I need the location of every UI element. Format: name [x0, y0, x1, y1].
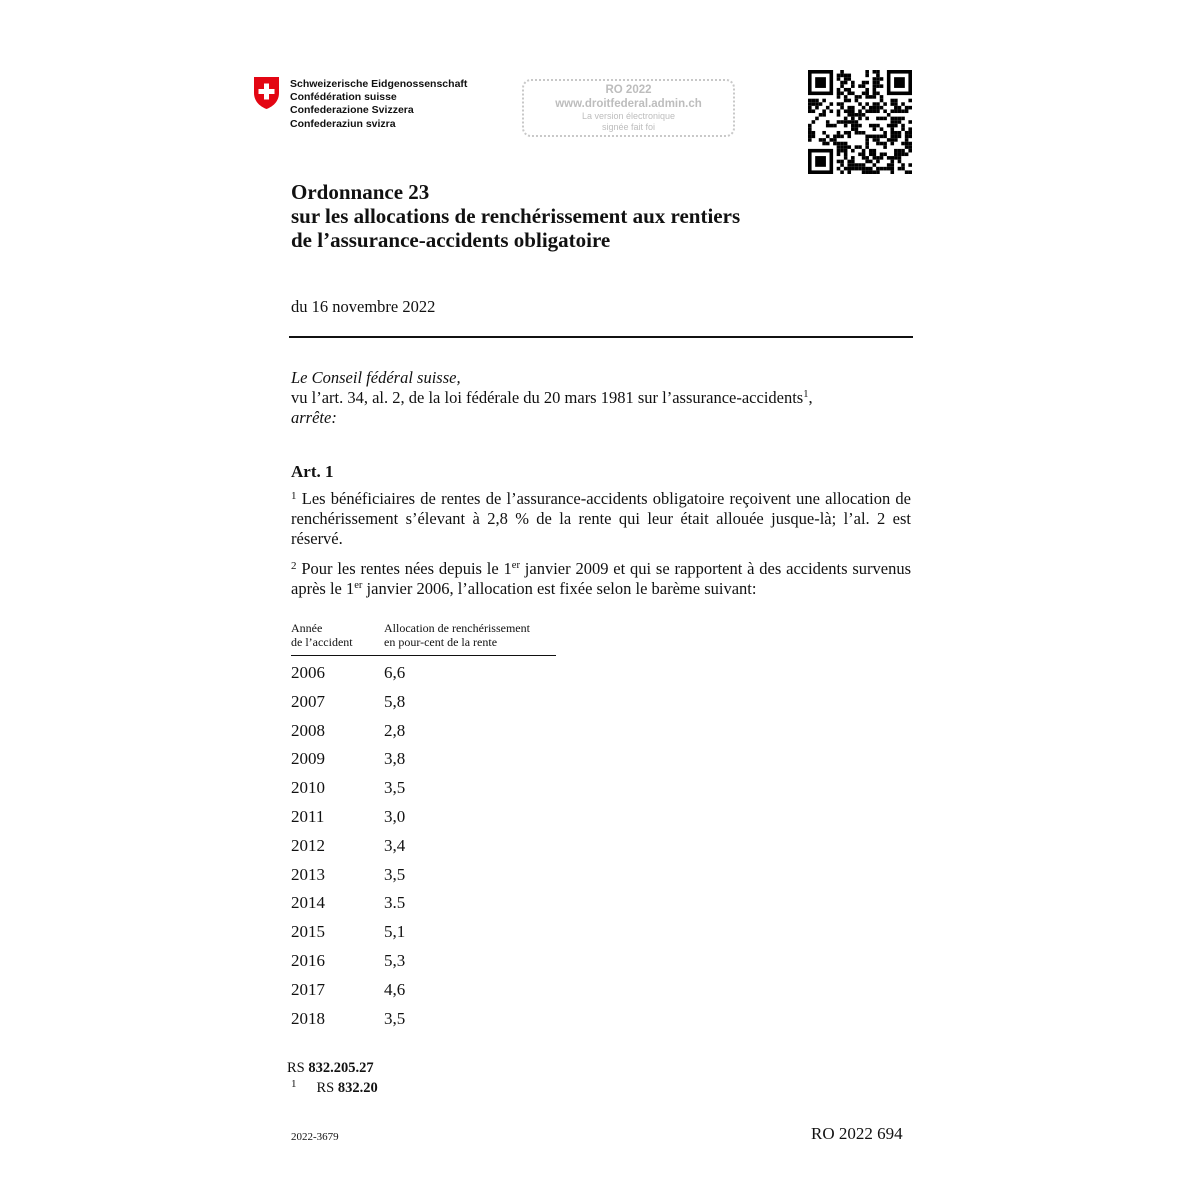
table-row	[291, 976, 556, 1005]
cell-allowance: 3,5	[384, 864, 406, 884]
table-row	[291, 832, 556, 861]
table-row	[291, 659, 556, 688]
stamp-ro-label: RO 2022	[605, 84, 652, 96]
table-row	[291, 688, 556, 717]
ordinance-title	[291, 180, 911, 252]
title-separator	[289, 336, 913, 338]
ordinal-sup-2: er	[354, 580, 363, 591]
footnote-rs-prefix: RS	[316, 1080, 335, 1096]
cell-year: 2018	[291, 1008, 325, 1028]
cell-year: 2016	[291, 950, 325, 970]
table-row	[291, 774, 556, 803]
preamble-basis-end: ,	[808, 388, 813, 407]
cell-allowance: 5,1	[384, 922, 406, 942]
table-row	[291, 861, 556, 890]
table-row	[291, 717, 556, 746]
rs-reference	[287, 1060, 374, 1077]
paragraph-number-2: 2	[291, 560, 297, 572]
table-row	[291, 745, 556, 774]
cell-allowance: 3,5	[384, 778, 406, 798]
cell-year: 2015	[291, 922, 325, 942]
qr-code-icon[interactable]	[808, 70, 912, 174]
confederation-name	[290, 78, 467, 131]
table-row	[291, 918, 556, 947]
federal-logo	[253, 76, 483, 136]
paragraph-number-1: 1	[291, 490, 297, 502]
title-line-2: sur les allocations de renchérissement aux rentiers	[291, 204, 741, 228]
confederation-name-it: Confederazione Svizzera	[290, 104, 414, 117]
paragraph-2-text-b: janvier 2009 et qui se rapportent à des accidents survenus après le 1	[291, 559, 912, 598]
rs-prefix: RS	[287, 1060, 305, 1076]
electronic-signature-stamp	[522, 79, 735, 137]
preamble-basis	[291, 388, 911, 408]
paragraph-2-text-c: janvier 2006, l’allocation est fixée selon le barème suivant:	[362, 579, 757, 598]
allowance-table	[291, 621, 556, 1033]
confederation-name-de: Schweizerische Eidgenossenschaft	[290, 78, 468, 90]
title-line-1: Ordonnance 23	[291, 180, 430, 204]
cell-year: 2011	[291, 806, 325, 826]
cell-allowance: 3,4	[384, 835, 406, 855]
article-paragraph-1	[291, 489, 911, 549]
article-paragraph-2	[291, 559, 911, 599]
cell-allowance: 3.5	[384, 893, 406, 913]
preamble-decrees: arrête:	[291, 408, 337, 427]
cell-year: 2010	[291, 778, 325, 798]
footnote-rs-number: 832.20	[337, 1080, 378, 1096]
confederation-name-rm: Confederaziun svizra	[290, 117, 396, 130]
cell-allowance: 5,3	[384, 950, 406, 970]
table-row	[291, 803, 556, 832]
column-header-allowance: Allocation de renchérissement en pour-cent de la rente	[384, 621, 530, 649]
swiss-shield-icon	[253, 76, 280, 110]
table-row	[291, 1005, 556, 1034]
ordinance-date: du 16 novembre 2022	[291, 297, 436, 316]
preamble-authority: Le Conseil fédéral suisse,	[291, 368, 461, 387]
cell-allowance: 3,0	[384, 806, 406, 826]
table-row	[291, 889, 556, 918]
footnote-mark: 1	[291, 1078, 297, 1090]
stamp-note-line2: signée fait foi	[601, 122, 656, 132]
table-header	[291, 621, 556, 656]
paragraph-2-text-a: Pour les rentes nées depuis le 1	[301, 559, 512, 578]
preamble	[291, 368, 911, 428]
rs-number: 832.205.27	[308, 1060, 374, 1076]
cell-year: 2006	[291, 663, 325, 682]
cell-year: 2007	[291, 691, 325, 711]
document-number: 2022-3679	[291, 1131, 339, 1143]
preamble-basis-text: vu l’art. 34, al. 2, de la loi fédérale du 20 mars 1981 sur l’assurance-accidents	[291, 388, 804, 407]
table-body	[291, 659, 556, 1033]
cell-year: 2014	[291, 893, 325, 913]
ro-reference: RO 2022 694	[811, 1124, 903, 1143]
table-row	[291, 947, 556, 976]
cell-year: 2009	[291, 749, 325, 769]
footnote-1	[291, 1080, 378, 1097]
stamp-note-line1: La version électronique	[581, 111, 676, 121]
footnote-ref-1[interactable]: 1	[803, 389, 809, 400]
cell-allowance: 2,8	[384, 720, 406, 740]
cell-allowance: 5,8	[384, 691, 406, 711]
cell-allowance: 3,5	[384, 1008, 406, 1028]
title-line-3: de l’assurance-accidents obligatoire	[291, 228, 611, 252]
paragraph-1-text: Les bénéficiaires de rentes de l’assurance-accidents obligatoire reçoivent une allocation de renchérissement s’élevant à 2,8 % de la rente qui leur était allouée jusque-là; l’al. 2 est réservé.	[291, 489, 912, 548]
ordinal-sup-1: er	[511, 560, 520, 571]
confederation-name-fr: Confédération suisse	[290, 91, 397, 104]
cell-allowance: 6,6	[384, 663, 406, 682]
cell-allowance: 3,8	[384, 749, 406, 769]
column-header-year: Année de l’accident	[291, 621, 353, 649]
cell-year: 2012	[291, 835, 325, 855]
cell-year: 2017	[291, 979, 325, 999]
cell-year: 2008	[291, 720, 325, 740]
cell-allowance: 4,6	[384, 979, 406, 999]
cell-year: 2013	[291, 864, 325, 884]
article-title: Art. 1	[291, 462, 334, 481]
stamp-url: www.droitfederal.admin.ch	[555, 98, 702, 110]
